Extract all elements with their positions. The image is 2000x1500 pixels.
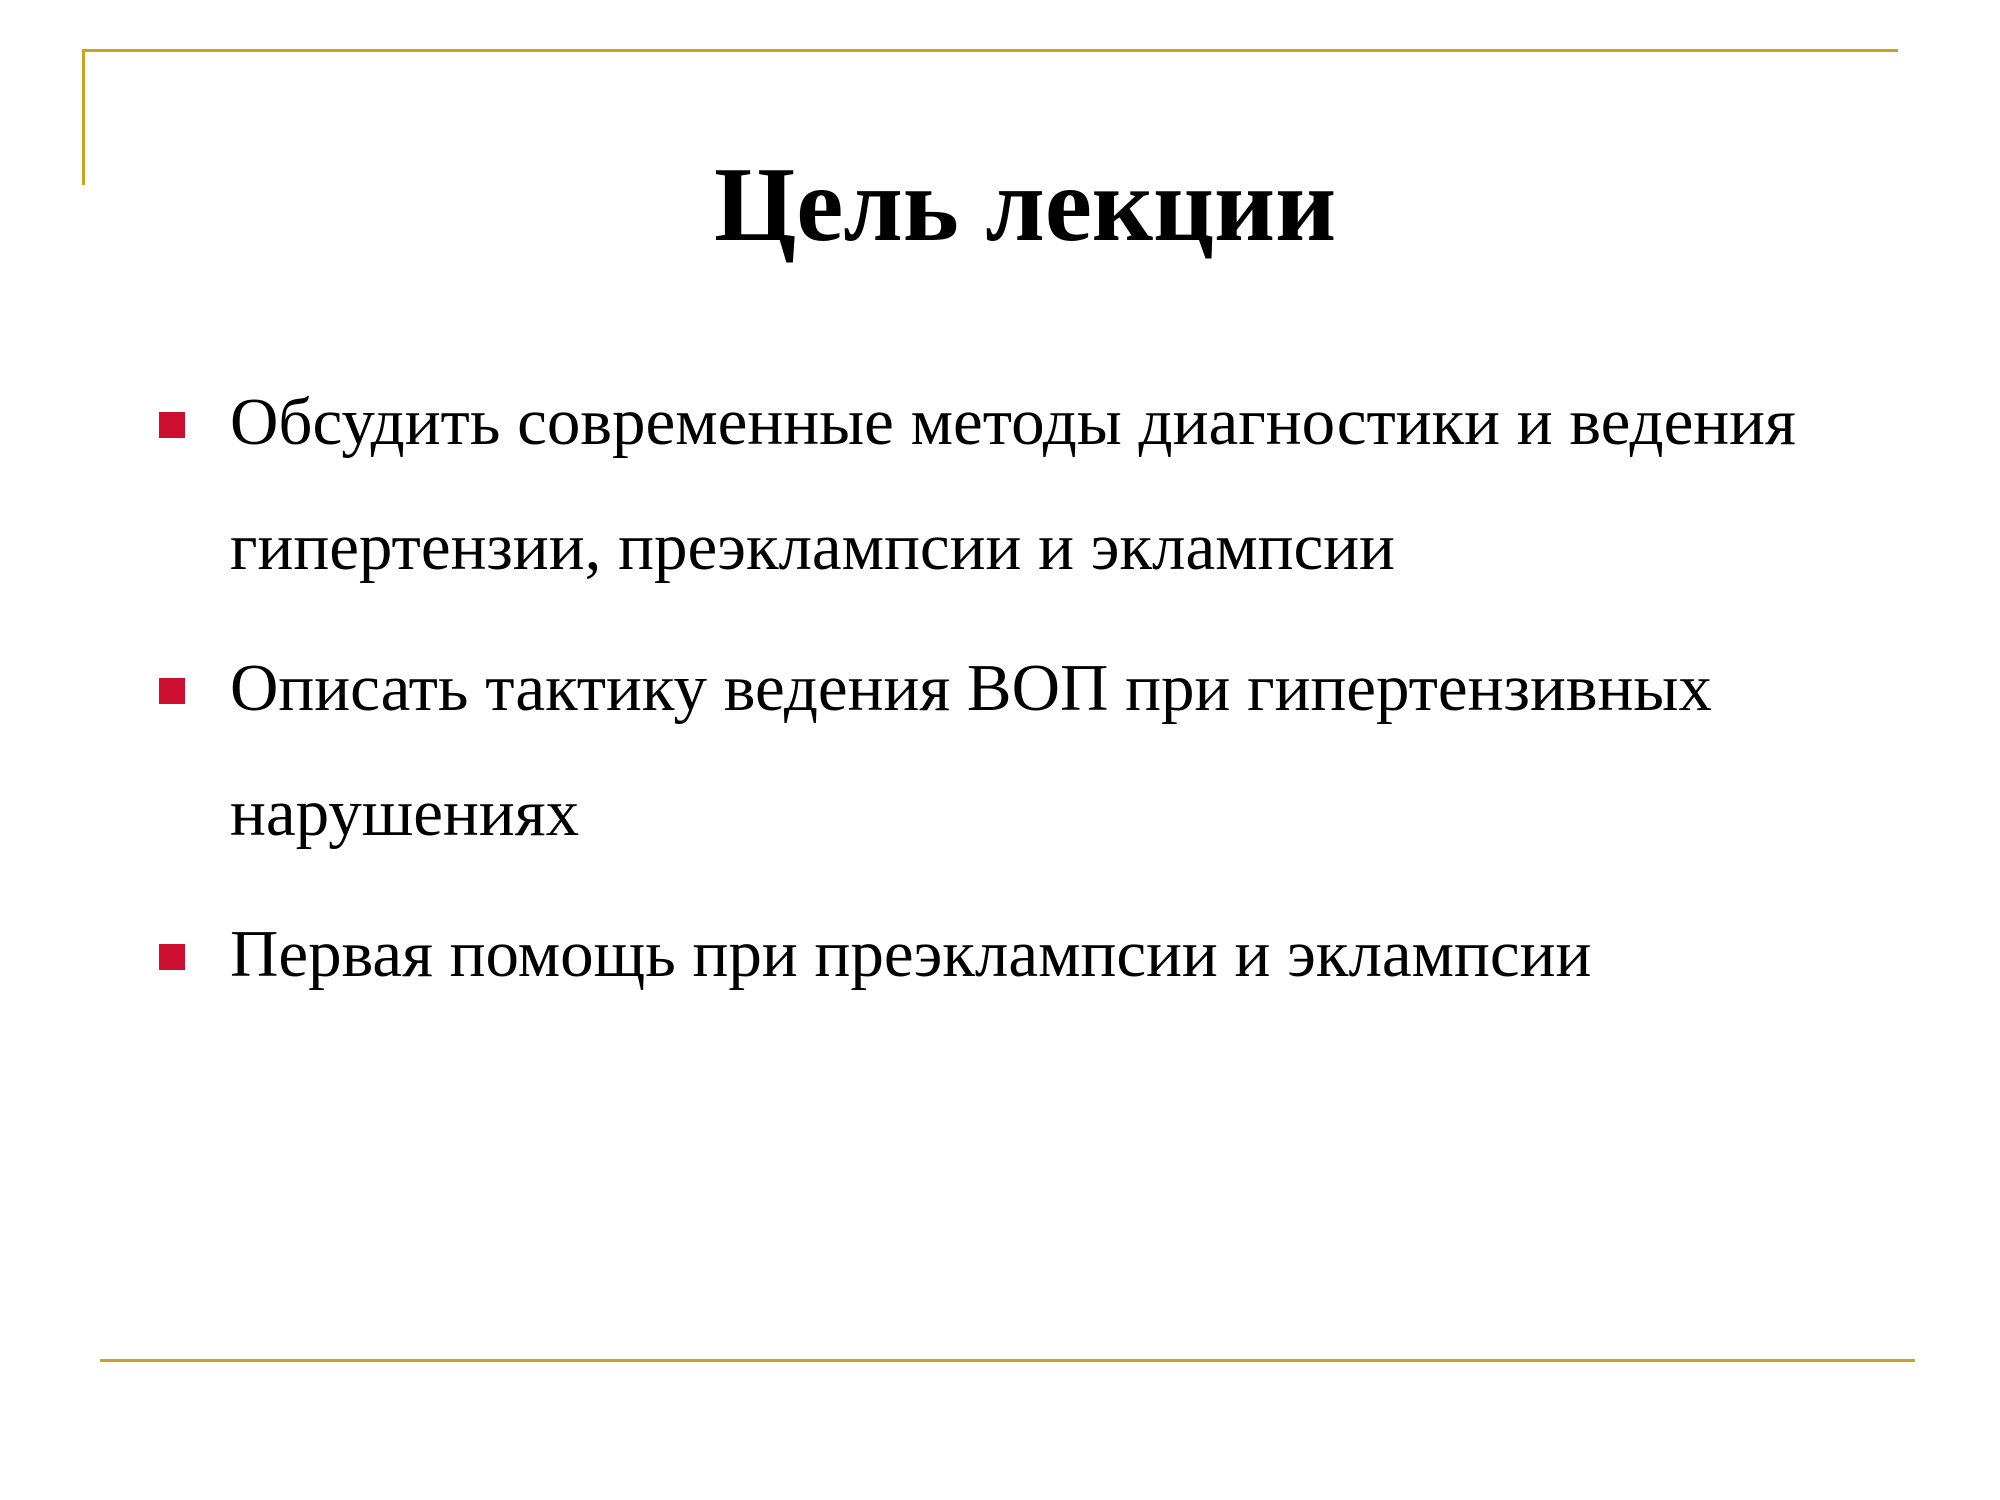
bullet-item	[0, 626, 2000, 876]
bullet-text: Обсудить современные методы диагностики и ведения гипертензии, преэклампсии и эклампсии	[230, 385, 1796, 584]
square-bullet-icon	[159, 412, 185, 438]
frame-top-rule	[82, 49, 1898, 52]
slide-title: Цель лекции	[713, 146, 1337, 263]
square-bullet-icon	[159, 678, 185, 704]
bullet-item	[0, 360, 2000, 610]
bullet-text: Первая помощь при преэклампсии и эклампсии	[230, 917, 1592, 991]
bullet-list	[0, 360, 2000, 1033]
bullet-item	[0, 892, 2000, 1017]
bullet-text: Описать тактику ведения ВОП при гипертензивных нарушениях	[230, 651, 1712, 850]
square-bullet-icon	[159, 944, 185, 970]
footer-rule	[100, 1359, 1915, 1362]
